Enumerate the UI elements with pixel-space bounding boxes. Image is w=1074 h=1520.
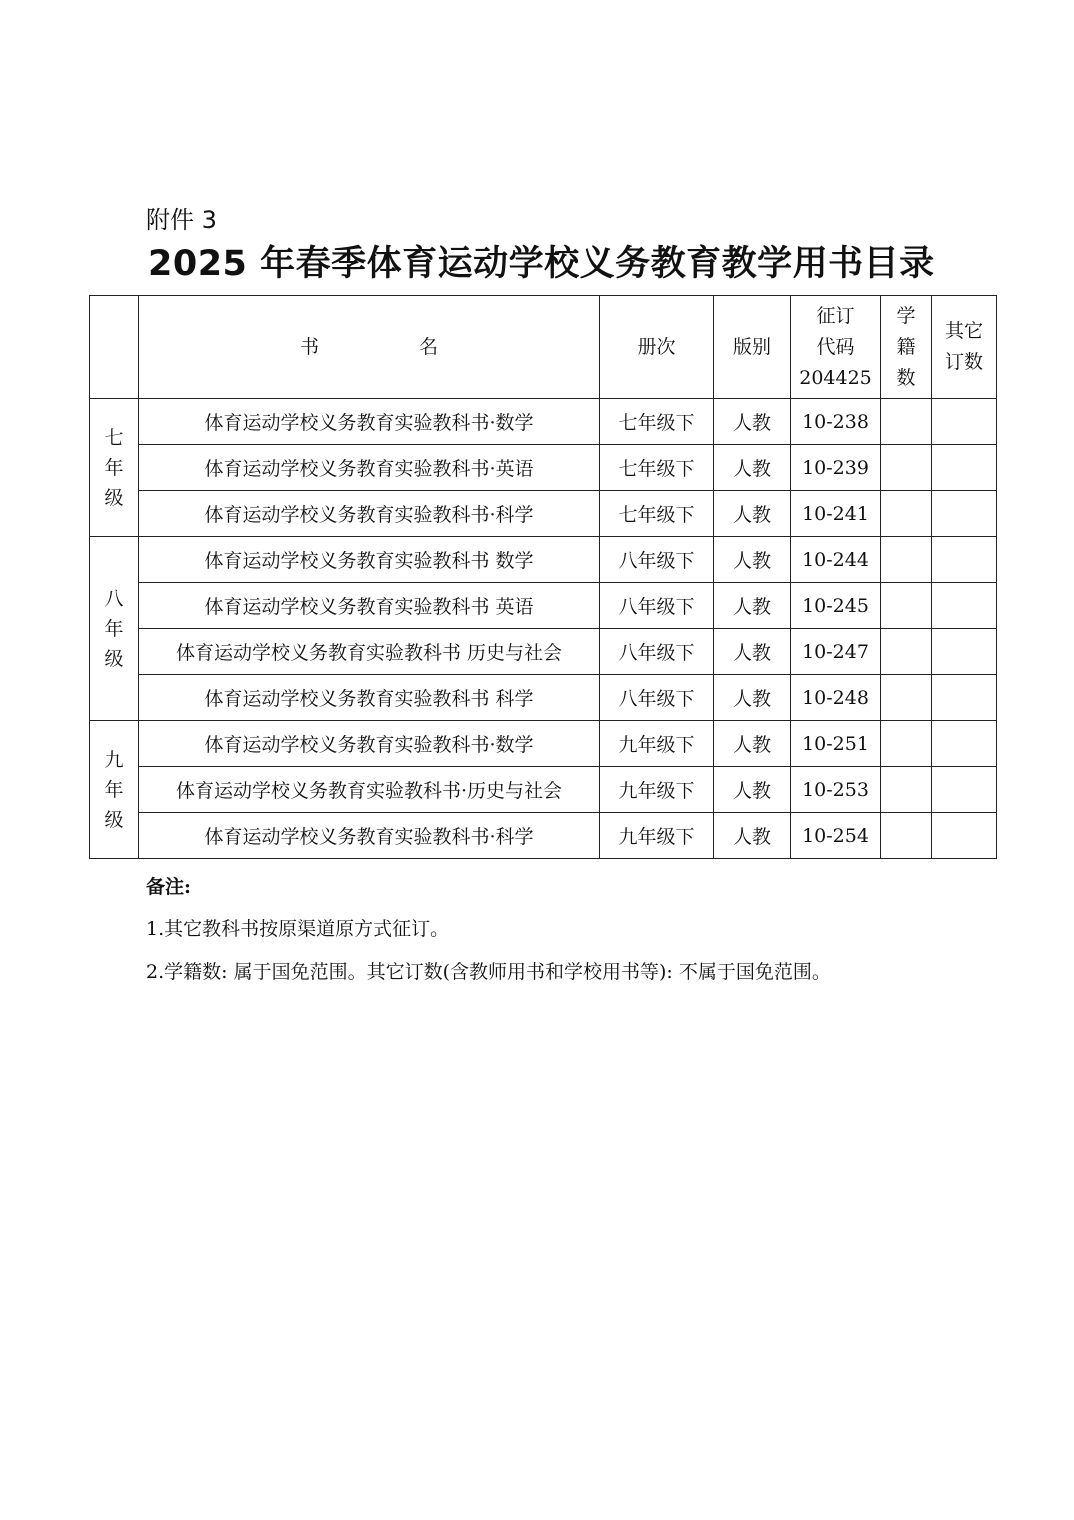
- grade-cell: [90, 721, 139, 859]
- edition-cell: 人教: [714, 399, 791, 445]
- grade-cell: [90, 537, 139, 721]
- textbook-table: [89, 295, 997, 859]
- book-name-cell: 体育运动学校义务教育实验教科书 英语: [139, 583, 600, 629]
- enrolled-cell: [881, 399, 932, 445]
- enrolled-cell: [881, 675, 932, 721]
- code-cell: 10-248: [791, 675, 881, 721]
- code-cell: 10-244: [791, 537, 881, 583]
- other-count-cell: [932, 537, 997, 583]
- code-cell: 10-253: [791, 767, 881, 813]
- volume-cell: 九年级下: [600, 813, 714, 859]
- code-cell: 10-247: [791, 629, 881, 675]
- other-count-cell: [932, 629, 997, 675]
- enrolled-cell: [881, 813, 932, 859]
- code-cell: 10-241: [791, 491, 881, 537]
- note-item-1: 1.其它教科书按原渠道原方式征订。: [146, 918, 450, 940]
- edition-cell: 人教: [714, 721, 791, 767]
- table-header-row: [90, 296, 997, 399]
- header-enrolled-text: 学籍数: [896, 304, 916, 389]
- volume-cell: 九年级下: [600, 721, 714, 767]
- table-row: [90, 721, 997, 767]
- header-code-line1: 征订: [816, 304, 855, 327]
- book-name-cell: 体育运动学校义务教育实验教科书 科学: [139, 675, 600, 721]
- header-book-name-part2: 名: [419, 335, 439, 358]
- other-count-cell: [932, 399, 997, 445]
- table-row: [90, 767, 997, 813]
- enrolled-cell: [881, 629, 932, 675]
- edition-cell: 人教: [714, 445, 791, 491]
- code-cell: 10-245: [791, 583, 881, 629]
- table-row: [90, 445, 997, 491]
- book-name-cell: 体育运动学校义务教育实验教科书·科学: [139, 813, 600, 859]
- enrolled-cell: [881, 445, 932, 491]
- volume-cell: 八年级下: [600, 583, 714, 629]
- book-name-cell: 体育运动学校义务教育实验教科书 历史与社会: [139, 629, 600, 675]
- book-name-cell: 体育运动学校义务教育实验教科书 数学: [139, 537, 600, 583]
- book-name-cell: 体育运动学校义务教育实验教科书·英语: [139, 445, 600, 491]
- table-row: [90, 629, 997, 675]
- volume-cell: 七年级下: [600, 399, 714, 445]
- volume-cell: 七年级下: [600, 491, 714, 537]
- edition-cell: 人教: [714, 675, 791, 721]
- book-name-cell: 体育运动学校义务教育实验教科书·历史与社会: [139, 767, 600, 813]
- enrolled-cell: [881, 721, 932, 767]
- volume-cell: 八年级下: [600, 629, 714, 675]
- other-count-cell: [932, 767, 997, 813]
- header-book-name-part1: 书: [299, 335, 319, 358]
- notes-title: 备注:: [146, 876, 192, 898]
- volume-cell: 九年级下: [600, 767, 714, 813]
- header-code-line3: 204425: [799, 366, 872, 389]
- table-row: [90, 583, 997, 629]
- header-edition: 版别: [714, 296, 791, 399]
- table-row: [90, 537, 997, 583]
- book-name-cell: 体育运动学校义务教育实验教科书·数学: [139, 721, 600, 767]
- grade-cell: [90, 399, 139, 537]
- page-title: 2025 年春季体育运动学校义务教育教学用书目录: [148, 244, 935, 284]
- edition-cell: 人教: [714, 767, 791, 813]
- table-row: [90, 491, 997, 537]
- header-volume: 册次: [600, 296, 714, 399]
- header-enrolled: [881, 296, 932, 399]
- code-cell: 10-254: [791, 813, 881, 859]
- grade-label: 八年级: [104, 587, 124, 670]
- enrolled-cell: [881, 583, 932, 629]
- other-count-cell: [932, 721, 997, 767]
- enrolled-cell: [881, 767, 932, 813]
- enrolled-cell: [881, 537, 932, 583]
- edition-cell: 人教: [714, 813, 791, 859]
- volume-cell: 七年级下: [600, 445, 714, 491]
- book-name-cell: 体育运动学校义务教育实验教科书·科学: [139, 491, 600, 537]
- note-item-2: 2.学籍数: 属于国免范围。其它订数(含教师用书和学校用书等): 不属于国免范围。: [146, 961, 831, 983]
- attachment-label: 附件 3: [146, 206, 217, 234]
- enrolled-cell: [881, 491, 932, 537]
- edition-cell: 人教: [714, 537, 791, 583]
- table-row: [90, 813, 997, 859]
- header-code-line2: 代码: [816, 335, 855, 358]
- volume-cell: 八年级下: [600, 537, 714, 583]
- code-cell: 10-251: [791, 721, 881, 767]
- other-count-cell: [932, 675, 997, 721]
- other-count-cell: [932, 445, 997, 491]
- header-book-name: [139, 296, 600, 399]
- header-other-text: 其它订数: [944, 320, 983, 373]
- edition-cell: 人教: [714, 583, 791, 629]
- other-count-cell: [932, 813, 997, 859]
- header-code: [791, 296, 881, 399]
- edition-cell: 人教: [714, 629, 791, 675]
- table-row: [90, 675, 997, 721]
- header-other: [932, 296, 997, 399]
- code-cell: 10-239: [791, 445, 881, 491]
- grade-label: 九年级: [104, 748, 124, 831]
- grade-label: 七年级: [104, 426, 124, 509]
- book-name-cell: 体育运动学校义务教育实验教科书·数学: [139, 399, 600, 445]
- table-row: [90, 399, 997, 445]
- other-count-cell: [932, 491, 997, 537]
- other-count-cell: [932, 583, 997, 629]
- header-grade: [90, 296, 139, 399]
- code-cell: 10-238: [791, 399, 881, 445]
- volume-cell: 八年级下: [600, 675, 714, 721]
- edition-cell: 人教: [714, 491, 791, 537]
